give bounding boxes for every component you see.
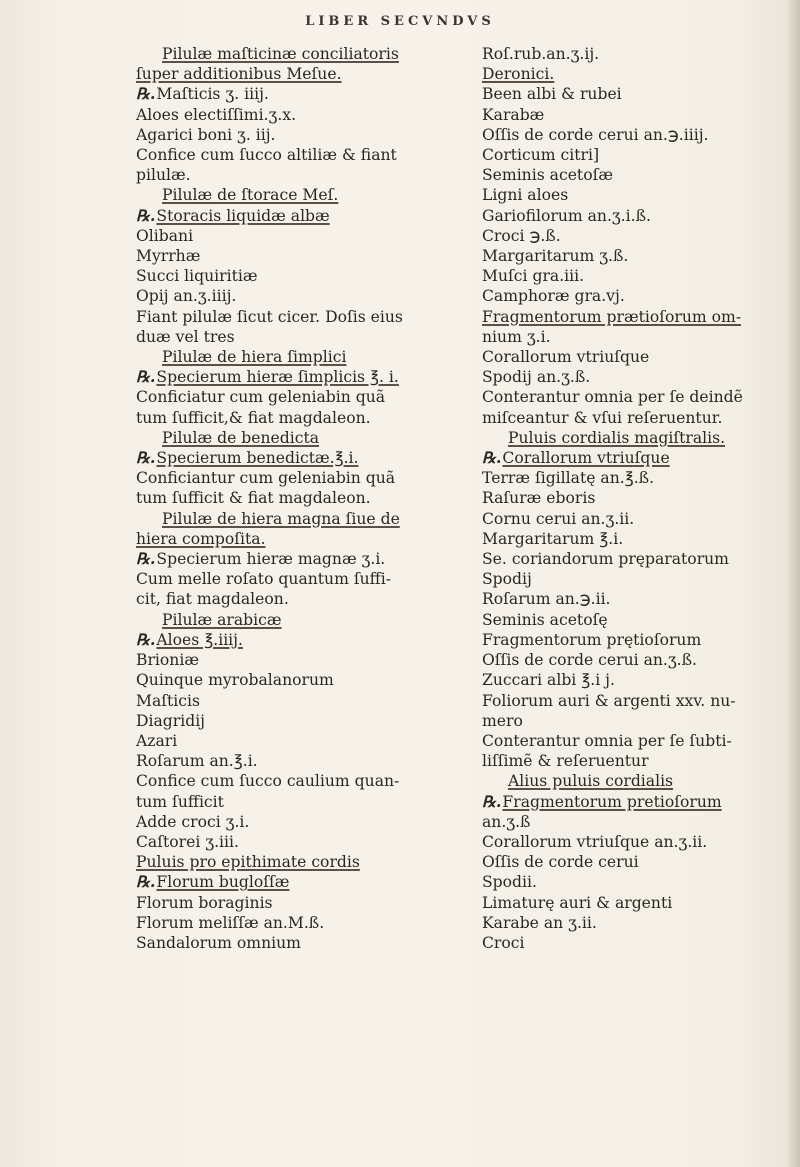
text-line [136,488,456,508]
recipe-heading [136,428,456,448]
text-line [482,893,792,913]
recipe-symbol: ℞. [136,629,156,649]
text-line [136,307,456,327]
text-line [482,468,792,488]
line-text: Cornu cerui an.ʒ.ii. [482,509,635,528]
text-line [482,105,792,125]
line-text: Ligni aloes [482,186,569,205]
line-text: Oſſis de corde cerui an.℈.iiij. [482,125,709,144]
text-line [482,691,792,711]
recipe-symbol: ℞. [136,205,156,225]
line-text: mero [482,711,523,730]
line-text: Pilulæ maſticinæ conciliatoris [162,45,399,63]
text-line [136,165,456,185]
line-text: Opij an.ʒ.iiij. [136,287,237,306]
recipe-symbol: ℞. [136,549,156,569]
line-text: Maſticis [136,691,201,710]
line-text: Conterantur omnia per ſe ſubti- [482,731,732,750]
recipe-heading [482,771,792,791]
text-line [482,347,792,367]
line-text: Corallorum vtriuſque [482,348,650,367]
text-line [482,64,792,84]
line-text: Quinque myrobalanorum [136,671,334,690]
text-line [482,206,792,226]
text-line [136,286,456,306]
text-line [136,569,456,589]
line-text: miſceantur & vſui reſeruentur. [482,408,723,427]
line-text: Roſarum an.℈.ii. [482,590,611,609]
line-text: Oſſis de corde cerui [482,853,639,872]
line-text: Raſuræ eboris [482,489,596,508]
text-line [136,711,456,731]
line-text: Storacis liquidæ albæ [156,206,330,225]
text-line [136,367,456,387]
text-line [136,832,456,852]
text-line [136,529,456,549]
text-line [482,529,792,549]
text-line [482,488,792,508]
line-text: nium ʒ.i. [482,327,551,346]
text-line [136,792,456,812]
line-text: Fragmentorum prętioſorum [482,630,702,649]
line-text: Roſ.rub.an.ʒ.ij. [482,45,600,63]
line-text: Pilulæ de hiera magna ſiue de [162,509,400,528]
line-text: Seminis acetoſę [482,610,608,629]
line-text: Muſci gra.iii. [482,267,585,286]
line-text: Oſſis de corde cerui an.ʒ.ß. [482,651,698,670]
line-text: Seminis acetoſæ [482,166,614,185]
line-text: Spodij an.ʒ.ß. [482,368,591,387]
line-text: Succi liquiritiæ [136,267,258,286]
text-line [482,630,792,650]
recipe-symbol: ℞. [136,84,156,104]
text-line [482,286,792,306]
page-edge-shadow [786,0,800,1167]
text-line [136,893,456,913]
text-line [136,327,456,347]
text-line [482,44,792,64]
line-text: Aloes ℥.iiij. [156,630,243,649]
text-line [482,852,792,872]
recipe-symbol: ℞. [482,448,502,468]
text-line [136,650,456,670]
line-text: cit, fiat magdaleon. [136,590,289,609]
text-line [136,226,456,246]
text-line [482,246,792,266]
line-text: ſuper additionibus Meſue. [136,65,342,84]
text-line [136,125,456,145]
text-line [482,84,792,104]
text-line [136,731,456,751]
text-line [136,751,456,771]
right-column [482,44,792,953]
text-line [136,64,456,84]
text-line [482,367,792,387]
line-text: Spodij [482,570,532,589]
recipe-symbol: ℞. [136,367,156,387]
recipe-symbol: ℞. [136,872,156,892]
text-line [136,145,456,165]
line-text: Myrrhæ [136,247,201,266]
text-line [136,691,456,711]
line-text: Confice cum ſucco caulium quan- [136,772,400,791]
line-text: Corticum citri] [482,146,600,165]
line-text: Se. coriandorum pręparatorum [482,550,729,569]
text-line [482,610,792,630]
text-line [136,246,456,266]
text-line [482,711,792,731]
line-text: Karabe an ʒ.ii. [482,913,597,932]
recipe-symbol: ℞. [482,791,502,811]
line-text: Fragmentorum pretioſorum [502,792,722,811]
recipe-heading [136,509,456,529]
text-line [136,630,456,650]
line-text: Adde croci ʒ.i. [136,812,250,831]
text-line [482,165,792,185]
line-text: Gariofilorum an.ʒ.i.ß. [482,206,651,225]
line-text: Sandalorum omnium [136,933,301,952]
line-text: Specierum hieræ magnæ ʒ.i. [156,550,386,569]
line-text: Cum melle roſato quantum ſuffi- [136,570,391,589]
text-line [136,670,456,690]
line-text: Conficiantur cum geleniabin quã [136,469,396,488]
line-text: Maſticis ʒ. iiij. [156,85,269,104]
recipe-heading [136,610,456,630]
line-text: Specierum benedictæ.℥.i. [156,449,359,468]
line-text: Diagridij [136,711,206,730]
text-line [136,872,456,892]
line-text: Puluis pro epithimate cordis [136,853,360,872]
line-text: Corallorum vtriuſque an.ʒ.ii. [482,832,708,851]
text-line [482,185,792,205]
line-text: Terræ ſigillatę an.℥.ß. [482,469,655,488]
recipe-heading [136,185,456,205]
text-line [482,549,792,569]
left-column [136,44,456,953]
line-text: Alius puluis cordialis [508,772,674,791]
line-text: Margaritarum ʒ.ß. [482,247,629,266]
text-line [136,448,456,468]
line-text: Foliorum auri & argenti xxv. nu- [482,691,736,710]
line-text: Pilulæ de hiera ſimplici [162,348,347,367]
line-text: Florum boraginis [136,893,273,912]
text-line [136,933,456,953]
line-text: Spodii. [482,873,537,892]
text-line [136,84,456,104]
text-line [482,731,792,751]
text-line [482,569,792,589]
line-text: Puluis cordialis magiſtralis. [508,428,726,447]
text-line [482,408,792,428]
text-line [482,266,792,286]
line-text: Caſtorei ʒ.iii. [136,832,239,851]
line-text: tum ſufficit,& fiat magdaleon. [136,408,371,427]
text-line [482,327,792,347]
line-text: Aloes electiſſimi.ʒ.x. [136,105,297,124]
running-head: LIBER SECVNDVS [305,14,495,29]
text-line [136,105,456,125]
line-text: liſſimẽ & reſeruentur [482,752,649,771]
line-text: Fiant pilulæ ſicut cicer. Doſis eius [136,307,403,326]
text-line [482,448,792,468]
line-text: Zuccari albi ℥.i j. [482,671,615,690]
line-text: Deronici. [482,65,555,84]
text-line [482,913,792,933]
line-text: Corallorum vtriuſque [502,449,670,468]
line-text: Croci [482,933,525,952]
line-text: Camphoræ gra.vj. [482,287,625,306]
recipe-heading [482,428,792,448]
line-text: Specierum hieræ ſimplicis ℥. i. [156,368,399,387]
line-text: Fragmentorum prætioſorum om- [482,307,742,326]
line-text: Florum bugloſſæ [156,873,290,892]
line-text: Pilulæ de benedicta [162,428,320,447]
line-text: duæ vel tres [136,327,235,346]
line-text: pilulæ. [136,166,191,185]
text-line [482,307,792,327]
line-text: Olibani [136,226,194,245]
recipe-heading [136,347,456,367]
text-line [482,812,792,832]
line-text: Conterantur omnia per ſe deindẽ [482,388,743,407]
text-line [482,125,792,145]
text-line [136,771,456,791]
text-line [136,266,456,286]
line-text: Agarici boni ʒ. iij. [136,125,276,144]
line-text: Brioniæ [136,651,199,670]
text-line [482,509,792,529]
line-text: Margaritarum ℥.i. [482,529,624,548]
text-line [482,670,792,690]
line-text: an.ʒ.ß [482,812,531,831]
line-text: Roſarum an.℥.i. [136,752,258,771]
line-text: Conficiatur cum geleniabin quã [136,388,386,407]
text-line [482,226,792,246]
text-line [136,206,456,226]
line-text: hiera compoſita. [136,529,266,548]
line-text: Florum meliſſæ an.M.ß. [136,913,325,932]
text-line [482,387,792,407]
line-text: Been albi & rubei [482,85,622,104]
line-text: Pilulæ de ſtorace Meſ. [162,186,339,205]
line-text: Limaturę auri & argenti [482,893,673,912]
line-text: Karabæ [482,105,545,124]
text-line [482,832,792,852]
text-line [136,387,456,407]
text-line [482,933,792,953]
line-text: Azari [136,731,178,750]
line-text: Croci ℈.ß. [482,226,561,245]
text-line [136,408,456,428]
recipe-heading [136,44,456,64]
text-line [136,852,456,872]
text-line [482,145,792,165]
text-line [136,468,456,488]
line-text: Pilulæ arabicæ [162,610,282,629]
text-line [136,589,456,609]
text-line [482,589,792,609]
text-line [136,913,456,933]
text-line [482,872,792,892]
text-line [136,812,456,832]
line-text: tum ſufficit & fiat magdaleon. [136,489,371,508]
text-line [482,650,792,670]
text-line [136,549,456,569]
line-text: Confice cum ſucco altiliæ & fiant [136,146,397,165]
text-line [482,792,792,812]
text-line [482,751,792,771]
recipe-symbol: ℞. [136,448,156,468]
line-text: tum ſufficit [136,792,224,811]
